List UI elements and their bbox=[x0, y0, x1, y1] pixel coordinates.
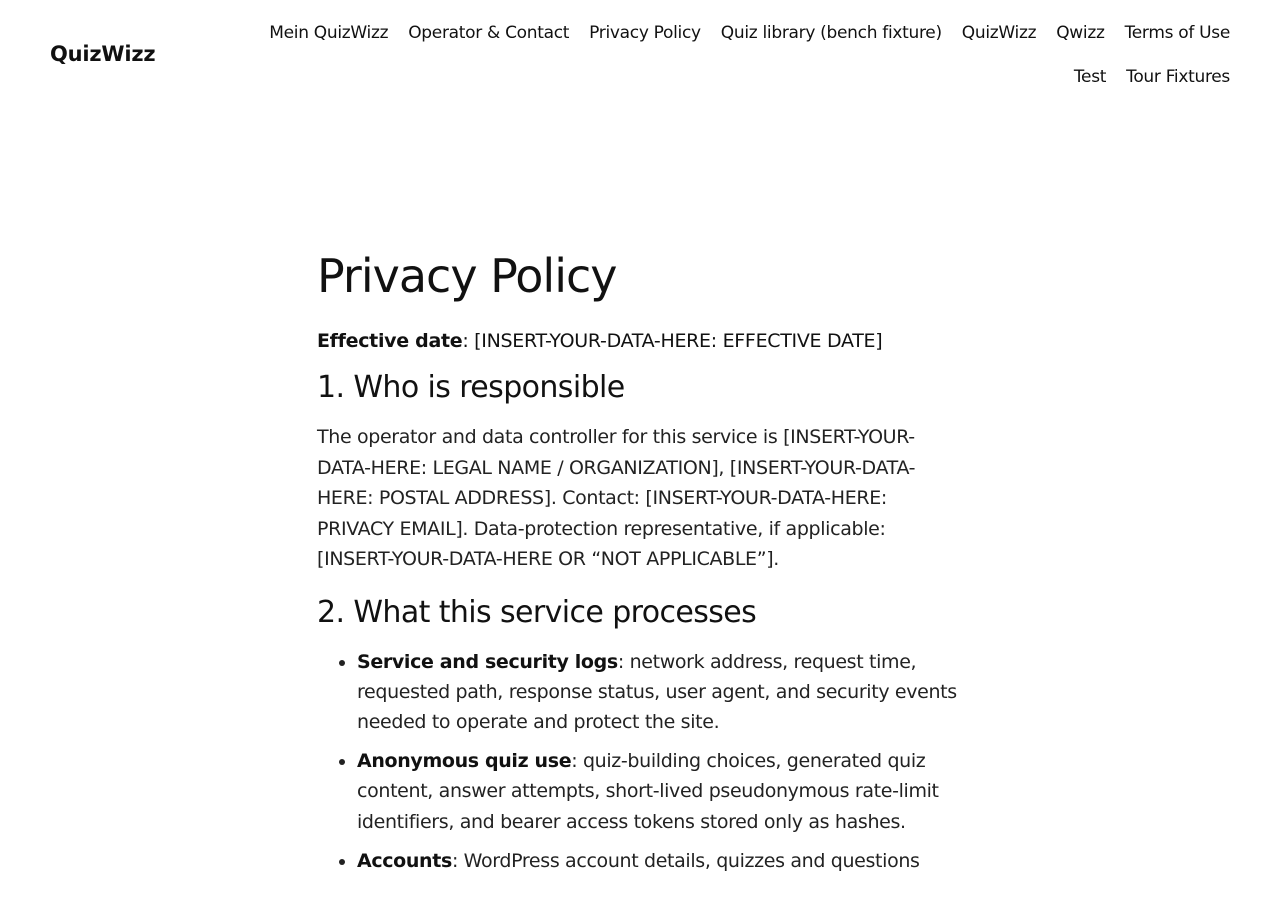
list-item-text: : network address, request time, requested path, response status, user agent, and security events needed to operate and protect the site. bbox=[357, 650, 957, 733]
nav-item-qwizz[interactable]: Qwizz bbox=[1056, 23, 1105, 43]
site-title-link[interactable]: QuizWizz bbox=[50, 42, 156, 66]
section-heading-responsible: 1. Who is responsible bbox=[317, 370, 625, 405]
nav-item-tour-fixtures[interactable]: Tour Fixtures bbox=[1126, 67, 1230, 87]
nav-item-terms-of-use[interactable]: Terms of Use bbox=[1124, 23, 1230, 43]
list-item bbox=[357, 647, 963, 738]
list-item bbox=[357, 846, 963, 876]
list-item-label: Accounts bbox=[357, 849, 452, 872]
site-header bbox=[0, 0, 1280, 110]
nav-item-privacy-policy[interactable]: Privacy Policy bbox=[589, 23, 701, 43]
list-item bbox=[357, 746, 963, 837]
nav-item-operator-contact[interactable]: Operator & Contact bbox=[408, 23, 570, 43]
effective-date-value: : [INSERT-YOUR-DATA-HERE: EFFECTIVE DATE] bbox=[462, 330, 883, 352]
nav-item-test[interactable]: Test bbox=[1073, 67, 1107, 87]
effective-date bbox=[317, 326, 963, 356]
processing-list bbox=[317, 647, 963, 876]
nav-item-quizwizz[interactable]: QuizWizz bbox=[961, 23, 1037, 43]
list-item-label: Anonymous quiz use bbox=[357, 750, 572, 773]
nav-item-mein-quizwizz[interactable]: Mein QuizWizz bbox=[269, 23, 389, 43]
effective-date-label: Effective date bbox=[317, 330, 463, 352]
main-content bbox=[317, 244, 963, 885]
primary-navigation bbox=[230, 18, 1230, 92]
list-item-text: : quiz-building choices, generated quiz content, answer attempts, short-lived pseudonymous rate-limit identifiers, and bearer access tokens stored only as hashes. bbox=[357, 750, 939, 833]
nav-item-quiz-library[interactable]: Quiz library (bench fixture) bbox=[720, 23, 942, 43]
section-heading-processing: 2. What this service processes bbox=[317, 594, 757, 630]
section-body-responsible: The operator and data controller for this service is [INSERT-YOUR-DATA-HERE: LEGAL NAME / ORGANIZATION], [INSERT-YOUR-DATA-HERE: POSTAL ADDRESS]. Contact: [INSERT-YOUR-DATA-HERE: PRIVACY EMAIL]. Data-protection representative, if applicable: [INSERT-YOUR-DATA-HERE OR “NOT APPLICABLE”]. bbox=[317, 426, 916, 570]
page-title: Privacy Policy bbox=[317, 249, 617, 303]
list-item-text: : WordPress account details, quizzes and questions bbox=[451, 849, 920, 872]
list-item-label: Service and security logs bbox=[357, 650, 618, 673]
